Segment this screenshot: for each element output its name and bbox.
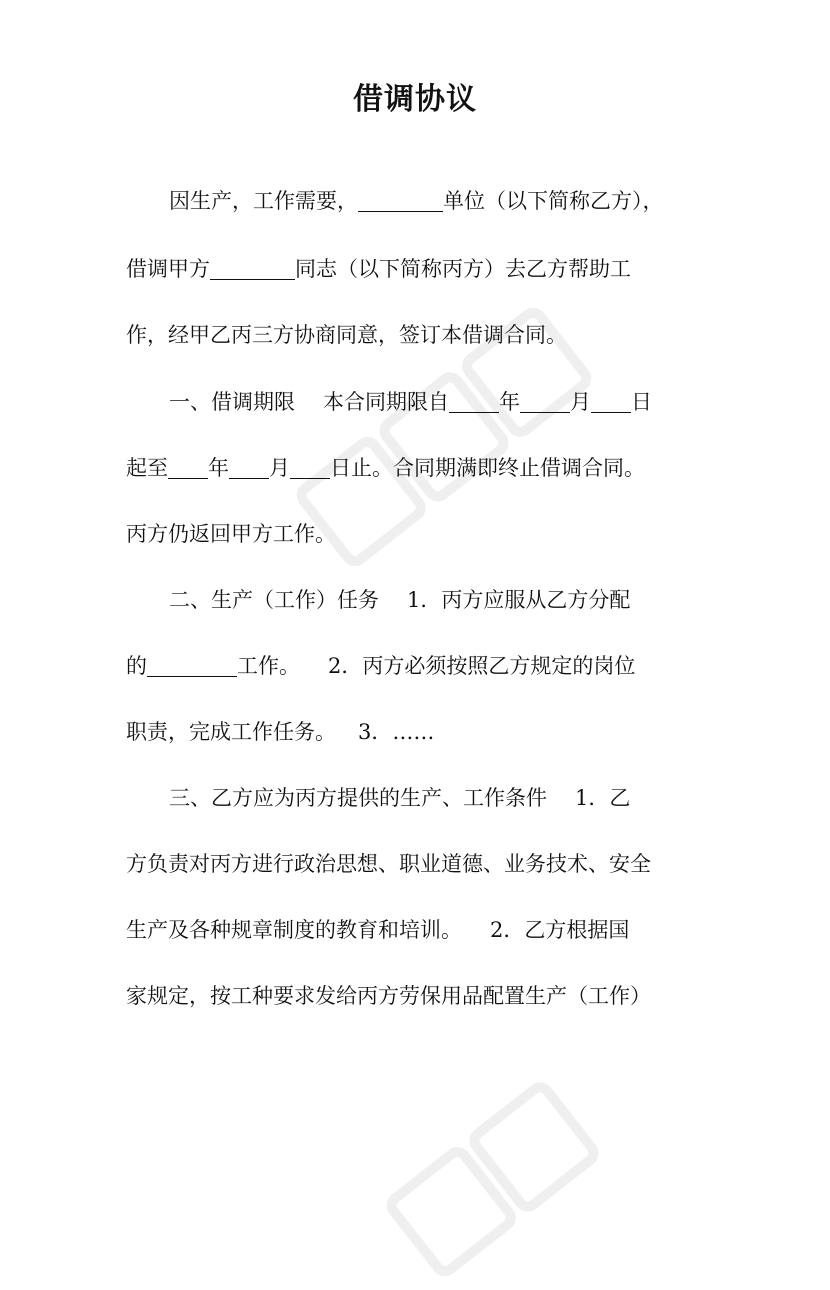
section-heading: 三、乙方应为丙方提供的生产、工作条件 — [169, 786, 547, 810]
section-line: 三、乙方应为丙方提供的生产、工作条件 1．乙 — [169, 786, 631, 810]
section-heading: 二、生产（工作）任务 — [169, 588, 379, 612]
blank-field — [449, 390, 499, 413]
section-line: 的 工作。 2．丙方必须按照乙方规定的岗位 — [126, 654, 636, 678]
section-line: 丙方仍返回甲方工作。 — [126, 522, 336, 546]
section-line: 一、借调期限 本合同期限自 年 月 日 — [169, 390, 652, 414]
blank-field — [520, 390, 570, 413]
blank-field — [147, 654, 237, 677]
paragraph-line: 借调甲方 同志（以下简称丙方）去乙方帮助工 — [126, 257, 631, 281]
paragraph-line: 因生产，工作需要， 单位（以下简称乙方）， — [169, 189, 664, 213]
section-line: 二、生产（工作）任务 1．丙方应服从乙方分配 — [169, 588, 631, 612]
blank-field — [229, 456, 269, 479]
watermark — [375, 1010, 685, 1289]
section-heading: 一、借调期限 — [169, 390, 295, 414]
blank-field — [290, 456, 330, 479]
section-line: 家规定，按工种要求发给丙方劳保用品配置生产（工作） — [126, 984, 651, 1008]
document-title: 借调协议 — [353, 82, 477, 117]
blank-field — [358, 189, 443, 212]
blank-field — [591, 390, 631, 413]
blank-field — [210, 257, 295, 280]
section-line: 生产及各种规章制度的教育和培训。 2．乙方根据国 — [126, 918, 630, 942]
section-line: 职责，完成工作任务。 3．…… — [126, 720, 435, 744]
section-line: 方负责对丙方进行政治思想、职业道德、业务技术、安全 — [126, 852, 651, 876]
section-line: 起至 年 月 日止。合同期满即终止借调合同。 — [126, 456, 645, 480]
paragraph-line: 作，经甲乙丙三方协商同意，签订本借调合同。 — [126, 323, 567, 347]
blank-field — [168, 456, 208, 479]
